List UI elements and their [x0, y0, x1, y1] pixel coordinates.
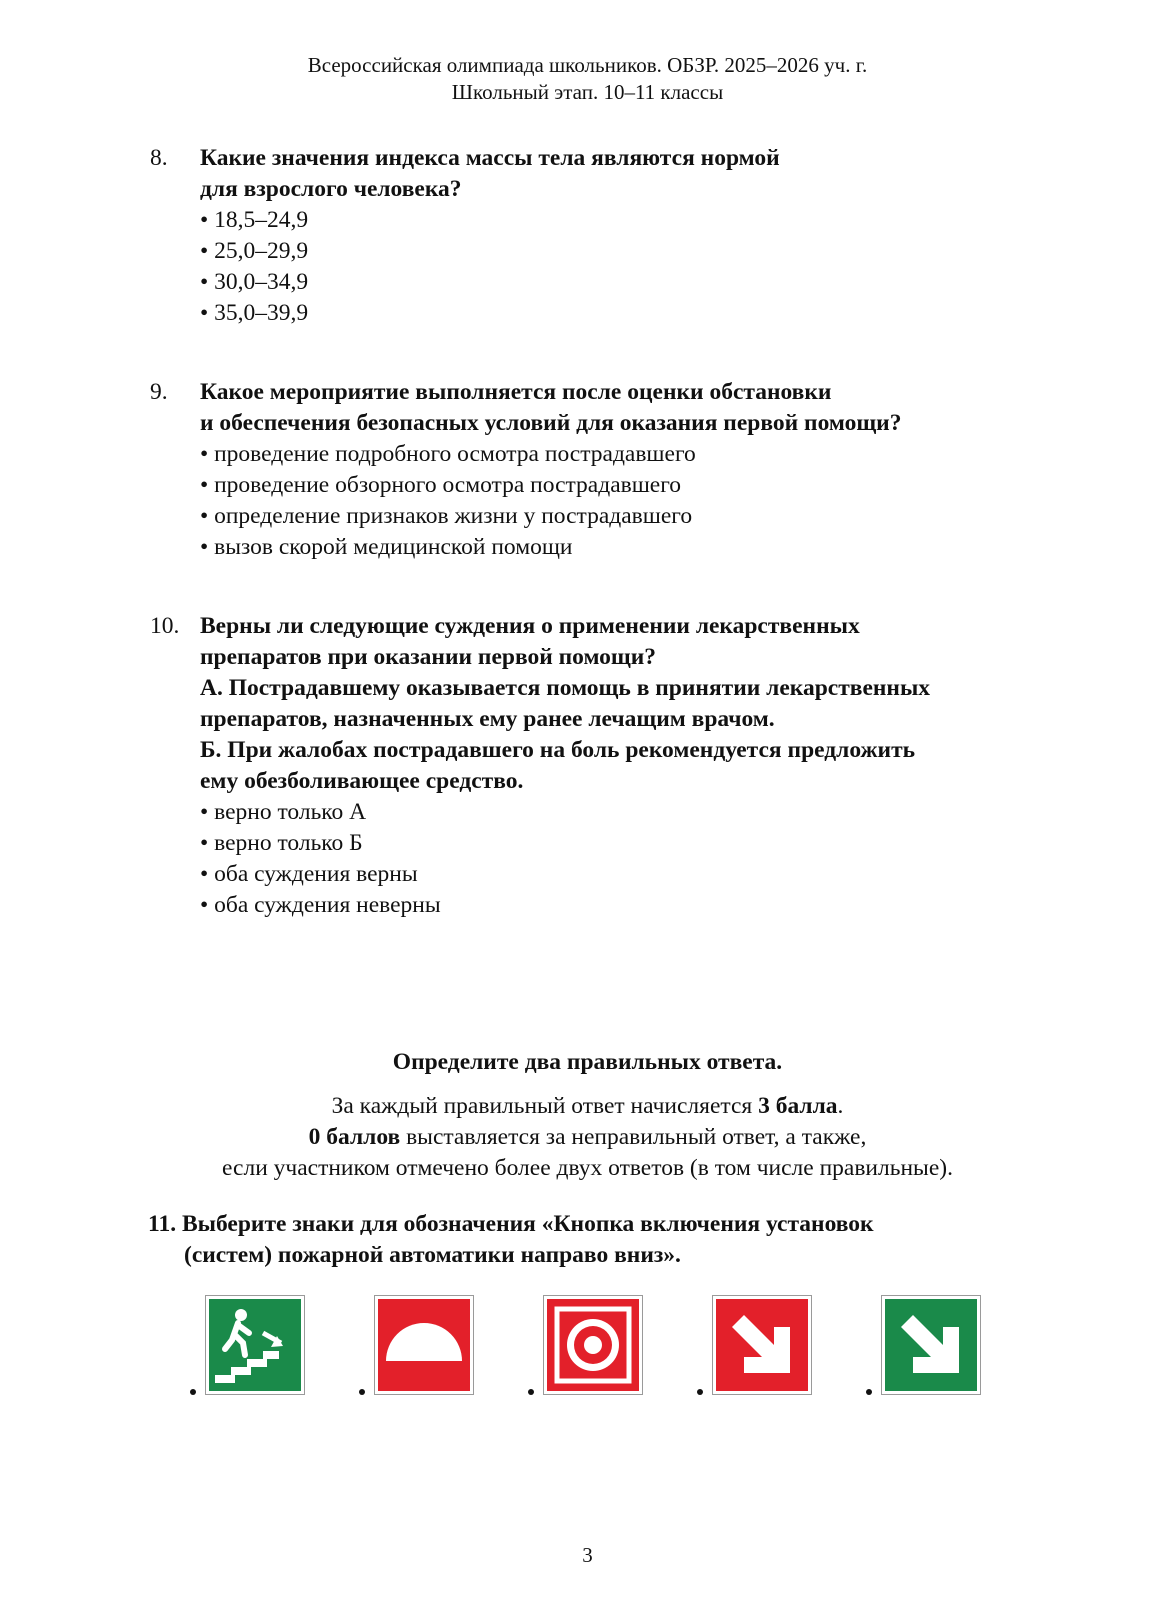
question-number: 10. [150, 613, 180, 639]
question-8 [150, 143, 1080, 329]
question-10 [150, 611, 1080, 921]
sign-option-2[interactable] [359, 1295, 479, 1399]
scoring-line-3: если участником отмечено более двух ответов (в том числе правильные). [222, 1155, 953, 1181]
option-bullet [528, 1389, 534, 1395]
header-line-2: Школьный этап. 10–11 классы [451, 80, 724, 104]
answer-option[interactable]: • оба суждения неверны [200, 890, 1080, 921]
question-title-line: Какое мероприятие выполняется после оценки обстановки [200, 379, 832, 405]
fire-alarm-button-icon [543, 1295, 643, 1395]
answer-option[interactable]: • проведение обзорного осмотра пострадавшего [200, 470, 1080, 501]
answer-option[interactable]: • вызов скорой медицинской помощи [200, 532, 1080, 563]
option-bullet [190, 1389, 196, 1395]
option-bullet [866, 1389, 872, 1395]
fire-hose-dome-icon [374, 1295, 474, 1395]
question-11-line-1: 11. Выберите знаки для обозначения «Кнопка включения установок [148, 1211, 874, 1237]
page-header [0, 52, 1175, 106]
option-bullet [697, 1389, 703, 1395]
answer-option[interactable]: • оба суждения верны [200, 859, 1080, 890]
header-line-1: Всероссийская олимпиада школьников. ОБЗР. 2025–2026 уч. г. [307, 53, 868, 77]
arrow-down-right-red-icon [712, 1295, 812, 1395]
scoring-line-2: 0 баллов выставляется за неправильный ответ, а также, [308, 1124, 867, 1150]
question-11 [148, 1209, 1078, 1271]
scoring-line-1: За каждый правильный ответ начисляется 3 балла. [331, 1093, 844, 1119]
statement-a-line: А. Пострадавшему оказывается помощь в принятии лекарственных [200, 675, 931, 701]
question-11-line-2: (систем) пожарной автоматики направо вниз». [184, 1242, 681, 1268]
question-number: 9. [150, 379, 168, 405]
sign-option-3[interactable] [528, 1295, 648, 1399]
question-title-line: и обеспечения безопасных условий для оказания первой помощи? [200, 410, 902, 436]
question-title-line: препаратов при оказании первой помощи? [200, 644, 657, 670]
answer-option[interactable]: • верно только Б [200, 828, 1080, 859]
question-title-line: Верны ли следующие суждения о применении лекарственных [200, 613, 860, 639]
statement-b-line: ему обезболивающее средство. [200, 768, 524, 794]
answer-option[interactable]: • 25,0–29,9 [200, 236, 1080, 267]
question-title-line: Какие значения индекса массы тела являются нормой [200, 145, 780, 171]
question-number: 8. [150, 145, 168, 171]
sign-option-5[interactable] [866, 1295, 986, 1399]
statement-b-line: Б. При жалобах пострадавшего на боль рекомендуется предложить [200, 737, 916, 763]
answer-option[interactable]: • 35,0–39,9 [200, 298, 1080, 329]
question-9 [150, 377, 1080, 563]
instructions-title: Определите два правильных ответа. [392, 1049, 783, 1075]
scoring-instructions [0, 1091, 1175, 1184]
answer-option[interactable]: • проведение подробного осмотра пострадавшего [200, 439, 1080, 470]
sign-option-4[interactable] [697, 1295, 817, 1399]
page-number: 3 [582, 1543, 593, 1567]
answer-option[interactable]: • 30,0–34,9 [200, 267, 1080, 298]
sign-option-1[interactable] [190, 1295, 310, 1399]
answer-option[interactable]: • 18,5–24,9 [200, 205, 1080, 236]
question-title-line: для взрослого человека? [200, 176, 462, 202]
arrow-down-right-green-icon [881, 1295, 981, 1395]
evacuation-stairs-down-right-icon [205, 1295, 305, 1395]
statement-a-line: препаратов, назначенных ему ранее лечащим врачом. [200, 706, 775, 732]
answer-option[interactable]: • верно только А [200, 797, 1080, 828]
answer-option[interactable]: • определение признаков жизни у пострадавшего [200, 501, 1080, 532]
option-bullet [359, 1389, 365, 1395]
